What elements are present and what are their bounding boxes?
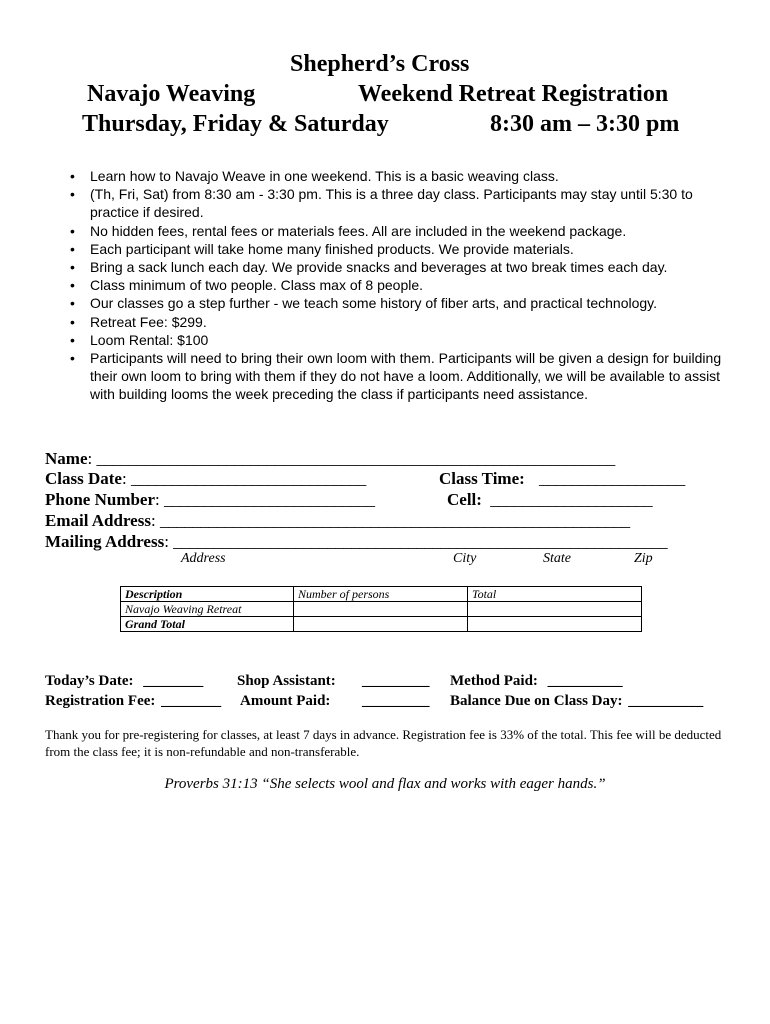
class-time-row <box>439 469 685 489</box>
description-header: Description <box>121 587 294 602</box>
name-row: Name: ________________________________________________________________ <box>45 449 615 468</box>
class-time-field[interactable]: __________________ <box>539 469 685 488</box>
list-item: • (Th, Fri, Sat) from 8:30 am - 3:30 pm. This is a three day class. Participants may stay until 5:30 to practice if desired. <box>70 186 693 221</box>
total-header: Total <box>468 587 642 602</box>
list-item: • Loom Rental: $100 <box>70 331 209 348</box>
class-date-label: Class Date <box>45 469 122 488</box>
list-item: • No hidden fees, rental fees or materials fees. All are included in the weekend package. <box>70 222 627 239</box>
bullet-glyph: • <box>70 240 75 257</box>
list-item: • Our classes go a step further - we teach some history of fiber arts, and practical technology. <box>70 295 658 312</box>
balance-due-row <box>450 692 703 710</box>
bullet-glyph: • <box>70 186 75 203</box>
email-label: Email Address <box>45 511 151 530</box>
table-row <box>121 602 642 617</box>
state-hint: State <box>543 551 571 566</box>
balance-due-label: Balance Due on Class Day: <box>450 693 623 709</box>
business-title: Shepherd’s Cross <box>290 51 470 77</box>
class-date-row: Class Date: _____________________________ <box>45 469 366 488</box>
name-label: Name <box>45 449 88 468</box>
phone-row: Phone Number: __________________________ <box>45 490 375 509</box>
bullet-glyph: • <box>70 295 75 312</box>
class-date-field[interactable]: _____________________________ <box>130 469 366 488</box>
grand-total-persons-cell[interactable] <box>294 617 468 632</box>
list-item: • Each participant will take home many finished products. We provide materials. <box>70 240 574 257</box>
todays-date-label: Today’s Date: <box>45 673 134 689</box>
list-item: • Participants will need to bring their own loom with them. Participants will be given a design for building their own loom to bring with them if they do not have a loom. Additionally, we will be available to assist with building looms the week preceding the class if participants need assistance. <box>70 350 722 403</box>
list-item: • Retreat Fee: $299. <box>70 313 207 330</box>
class-days: Thursday, Friday & Saturday <box>82 111 389 137</box>
bullet-glyph: • <box>70 222 75 239</box>
cell-label: Cell: <box>447 490 482 509</box>
bullet-glyph: • <box>70 331 75 348</box>
phone-label: Phone Number <box>45 490 156 509</box>
method-paid-row <box>450 672 623 690</box>
shop-assistant-field[interactable]: _________ <box>362 673 430 689</box>
retreat-persons-cell[interactable] <box>294 602 468 617</box>
persons-header: Number of persons <box>294 587 468 602</box>
totals-table <box>120 586 642 632</box>
balance-due-field[interactable]: __________ <box>628 693 704 709</box>
table-row <box>121 587 642 602</box>
email-field[interactable]: __________________________________________________________ <box>159 511 630 530</box>
registration-fee-label: Registration Fee: <box>45 693 156 709</box>
registration-fee-field[interactable]: ________ <box>161 693 222 709</box>
method-paid-field[interactable]: __________ <box>547 673 623 689</box>
list-item: • Class minimum of two people. Class max of 8 people. <box>70 277 424 294</box>
table-row <box>121 617 642 632</box>
address-hint: Address <box>181 551 226 566</box>
class-time-label: Class Time: <box>439 469 525 488</box>
phone-field[interactable]: __________________________ <box>164 490 375 509</box>
bullet-glyph: • <box>70 168 75 184</box>
name-field[interactable]: ________________________________________________________________ <box>96 449 615 468</box>
mailing-field[interactable]: _____________________________________________________________ <box>173 532 668 551</box>
mailing-label: Mailing Address <box>45 532 165 551</box>
grand-total-label: Grand Total <box>121 617 294 632</box>
city-hint: City <box>453 551 477 566</box>
policy-text: Thank you for pre-registering for classes, at least 7 days in advance. Registration fee is 33% of the total. This fee will be deducted from the class fee; it is non-refundable and non-transferable. <box>45 727 722 759</box>
class-hours: 8:30 am – 3:30 pm <box>490 111 680 137</box>
form-title: Weekend Retreat Registration <box>358 81 669 107</box>
shop-assistant-label: Shop Assistant: <box>237 673 336 689</box>
todays-date-row <box>45 672 203 690</box>
list-item: • Bring a sack lunch each day. We provide snacks and beverages at two break times each day. <box>70 259 668 276</box>
cell-field[interactable]: ____________________ <box>490 490 653 509</box>
email-row: Email Address: __________________________________________________________ <box>45 511 630 530</box>
todays-date-field[interactable]: ________ <box>143 673 204 689</box>
amount-paid-field[interactable]: _________ <box>362 693 430 709</box>
bullet-glyph: • <box>70 277 75 294</box>
class-name: Navajo Weaving <box>87 81 256 107</box>
zip-hint: Zip <box>634 551 653 566</box>
list-item: • Learn how to Navajo Weave in one weekend. This is a basic weaving class. <box>70 168 559 184</box>
scripture-quote: Proverbs 31:13 “She selects wool and flax and works with eager hands.” <box>164 776 606 792</box>
retreat-row-label: Navajo Weaving Retreat <box>121 602 294 617</box>
info-bullet-list <box>68 167 728 404</box>
method-paid-label: Method Paid: <box>450 673 538 689</box>
bullet-glyph: • <box>70 259 75 276</box>
retreat-total-cell[interactable] <box>468 602 642 617</box>
grand-total-cell[interactable] <box>468 617 642 632</box>
mailing-row: Mailing Address: _____________________________________________________________ <box>45 532 668 551</box>
bullet-glyph: • <box>70 350 75 367</box>
cell-row <box>447 490 652 510</box>
amount-paid-label: Amount Paid: <box>240 693 331 709</box>
bullet-glyph: • <box>70 313 75 330</box>
registration-fee-row <box>45 692 221 710</box>
